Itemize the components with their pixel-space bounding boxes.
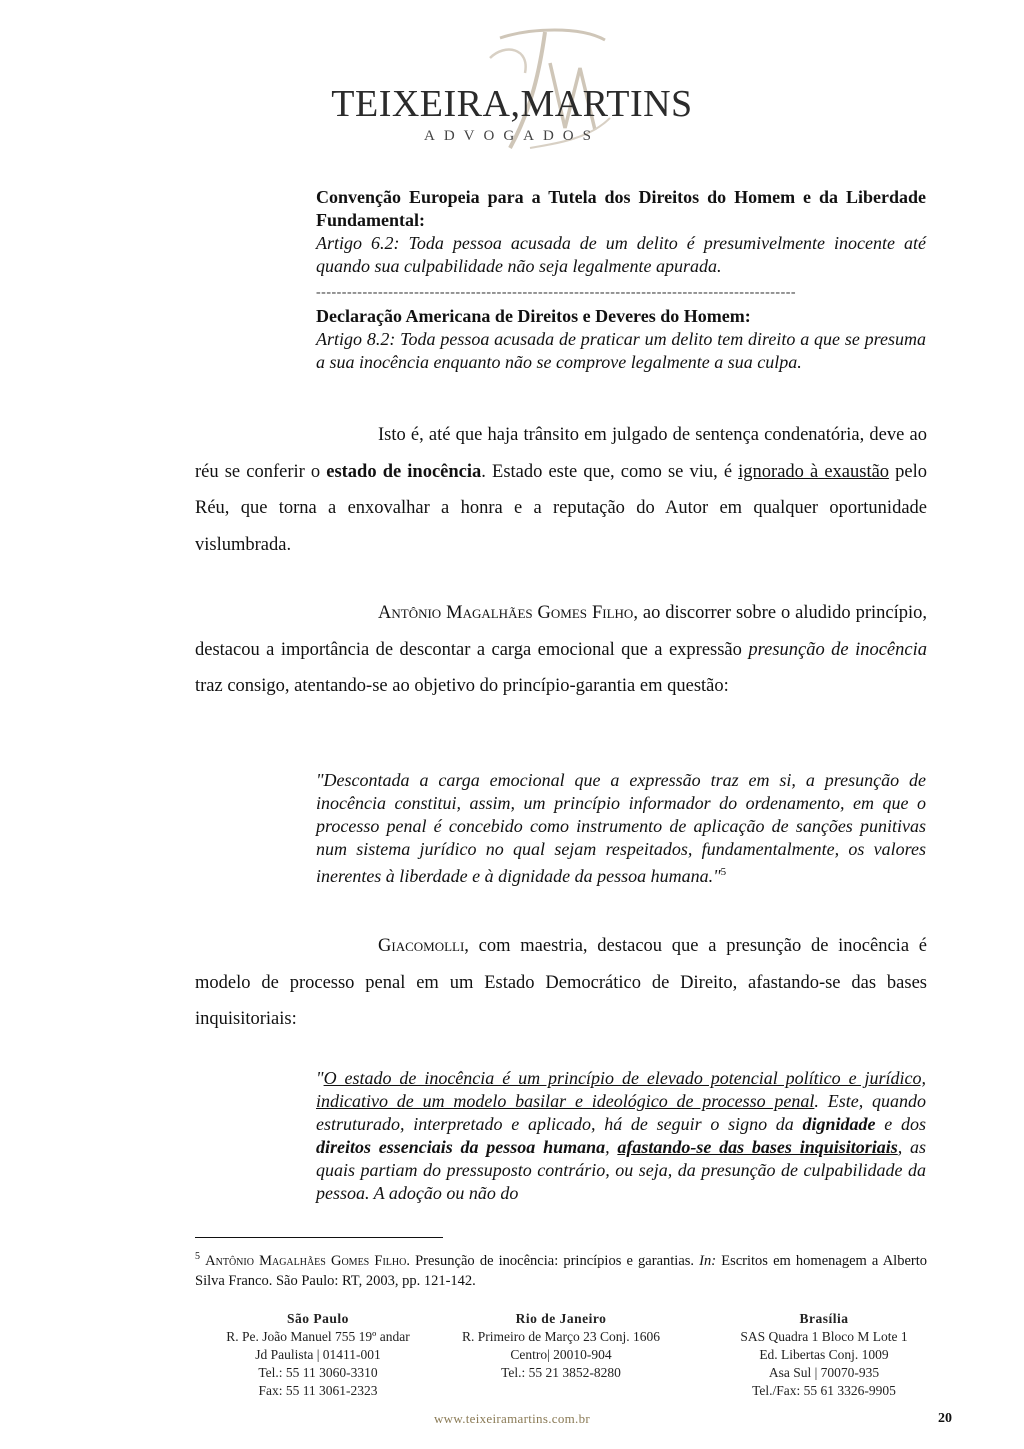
para2-text-2: traz consigo, atentando-se ao objetivo do princípio-garantia em questão: <box>195 676 729 696</box>
office-address: SAS Quadra 1 Bloco M Lote 1 <box>740 1329 908 1344</box>
office-address: R. Pe. João Manuel 755 19º andar <box>226 1329 410 1344</box>
footnote-text-1: . Presunção de inocência: princípios e garantias. <box>406 1252 700 1269</box>
footnote-italic: In: <box>699 1252 717 1269</box>
quote-giacomolli-text-3: , <box>605 1137 618 1157</box>
quote-declaracao-heading: Declaração Americana de Direitos e Deveres do Homem: <box>316 306 751 326</box>
office-district: Asa Sul | 70070-935 <box>768 1365 880 1380</box>
footnote-divider <box>195 1237 443 1238</box>
quote-convencao <box>316 186 926 278</box>
para1-bold: estado de inocência <box>326 461 482 482</box>
quote-giacomolli-bold-1: dignidade <box>802 1114 876 1134</box>
para2-italic: presunção de inocência <box>748 639 927 660</box>
quote-declaracao <box>316 305 926 374</box>
para3-text: , com maestria, destacou que a presunção de inocência é modelo de processo penal em um Estado Democrático de Direito, afastando-se das bases inquisitoriais: <box>195 936 927 1029</box>
website-link[interactable]: www.teixeiramartins.com.br <box>433 1411 591 1426</box>
quote-giacomolli-text-2: e dos <box>875 1114 926 1134</box>
footnote-reference: 5 <box>720 866 727 878</box>
quote-giacomolli-text-1: . Este, quando estruturado, interpretado e aplicado, há de seguir o signo da <box>316 1091 926 1134</box>
firm-name: TEIXEIRA,MARTINS <box>331 83 693 125</box>
footnote-number: 5 <box>195 1251 200 1262</box>
paragraph-magalhaes <box>195 595 927 705</box>
para3-author: Giacomolli <box>378 936 465 956</box>
office-phone: Tel.: 55 21 3852-8280 <box>501 1365 621 1380</box>
quote-giacomolli-bold-2: direitos essenciais da pessoa humana <box>316 1137 606 1157</box>
quote-giacomolli-underlined: O estado de inocência é um princípio de elevado potencial político e jurídico, indicativo de um modelo basilar e ideológico de processo penal <box>316 1068 926 1111</box>
office-phone: Tel.: 55 11 3060-3310 <box>258 1365 378 1380</box>
office-sao-paulo <box>195 1310 441 1400</box>
quote-giacomolli <box>316 1067 926 1205</box>
quote-giacomolli-open: " <box>316 1068 324 1088</box>
quote-convencao-heading: Convenção Europeia para a Tutela dos Direitos do Homem e da Liberdade Fundamental: <box>316 187 926 230</box>
para1-text-2: . Estado este que, como se viu, é <box>481 461 739 482</box>
quote-magalhaes <box>316 769 926 888</box>
para2-text-1: , ao discorrer sobre o aludido princípio, destacou a importância de descontar a carga emocional que a expressão <box>195 603 927 660</box>
footnote-text-2: Escritos em homenagem a Alberto Silva Franco. São Paulo: RT, 2003, pp. 121-142. <box>195 1252 927 1289</box>
quote-giacomolli-text-4: , as quais partiam do pressuposto contrário, ou seja, da presunção de culpabilidade da pessoa. A adoção ou não do <box>316 1137 927 1203</box>
letterhead-logo <box>0 0 1024 175</box>
firm-subtitle: ADVOGADOS <box>423 128 600 144</box>
footnote-author: Antônio Magalhães Gomes Filho <box>205 1252 407 1269</box>
page-number: 20 <box>938 1411 952 1426</box>
office-fax: Fax: 55 11 3061-2323 <box>258 1383 378 1398</box>
quote-declaracao-text: Artigo 8.2: Toda pessoa acusada de praticar um delito tem direito a que se presuma a sua inocência enquanto não se comprove legalmente a sua culpa. <box>316 329 926 372</box>
quote-convencao-text: Artigo 6.2: Toda pessoa acusada de um delito é presumivelmente inocente até quando sua culpabilidade não seja legalmente apurada. <box>316 233 926 276</box>
para1-text-1: Isto é, até que haja trânsito em julgado de sentença condenatória, deve ao réu se conferir o <box>195 425 927 482</box>
separator-line: --------------------------------------------------------------------------------------------- <box>316 285 797 300</box>
office-city: São Paulo <box>287 1311 349 1326</box>
office-rio-de-janeiro <box>441 1310 681 1382</box>
para1-underlined: ignorado à exaustão <box>738 461 890 482</box>
office-city: Rio de Janeiro <box>515 1311 607 1326</box>
paragraph-giacomolli <box>195 928 927 1038</box>
office-building: Ed. Libertas Conj. 1009 <box>759 1347 889 1362</box>
office-address: R. Primeiro de Março 23 Conj. 1606 <box>462 1329 660 1344</box>
footnote <box>195 1247 927 1291</box>
office-city: Brasília <box>799 1311 849 1326</box>
quote-magalhaes-text: "Descontada a carga emocional que a expressão traz em si, a presunção de inocência constitui, assim, um princípio informador do ordenamento, em que o processo penal é concebido como instrumento de aplicação de sanções punitivas num sistema jurídico no qual sejam respeitados, fundamentalmente, os valores inerentes à liberdade e à dignidade da pessoa humana." <box>316 770 926 886</box>
para2-author: Antônio Magalhães Gomes Filho <box>378 603 634 623</box>
office-brasilia <box>711 1310 937 1400</box>
paragraph-estado-inocencia <box>195 417 927 563</box>
para1-text-3: pelo Réu, que torna a enxovalhar a honra e a reputação do Autor em qualquer oportunidade vislumbrada. <box>195 461 928 555</box>
office-phone-fax: Tel./Fax: 55 61 3326-9905 <box>752 1383 896 1398</box>
office-district: Jd Paulista | 01411-001 <box>255 1347 381 1362</box>
quote-giacomolli-bold-underlined: afastando-se das bases inquisitoriais <box>617 1137 898 1157</box>
office-district: Centro| 20010-904 <box>510 1347 612 1362</box>
